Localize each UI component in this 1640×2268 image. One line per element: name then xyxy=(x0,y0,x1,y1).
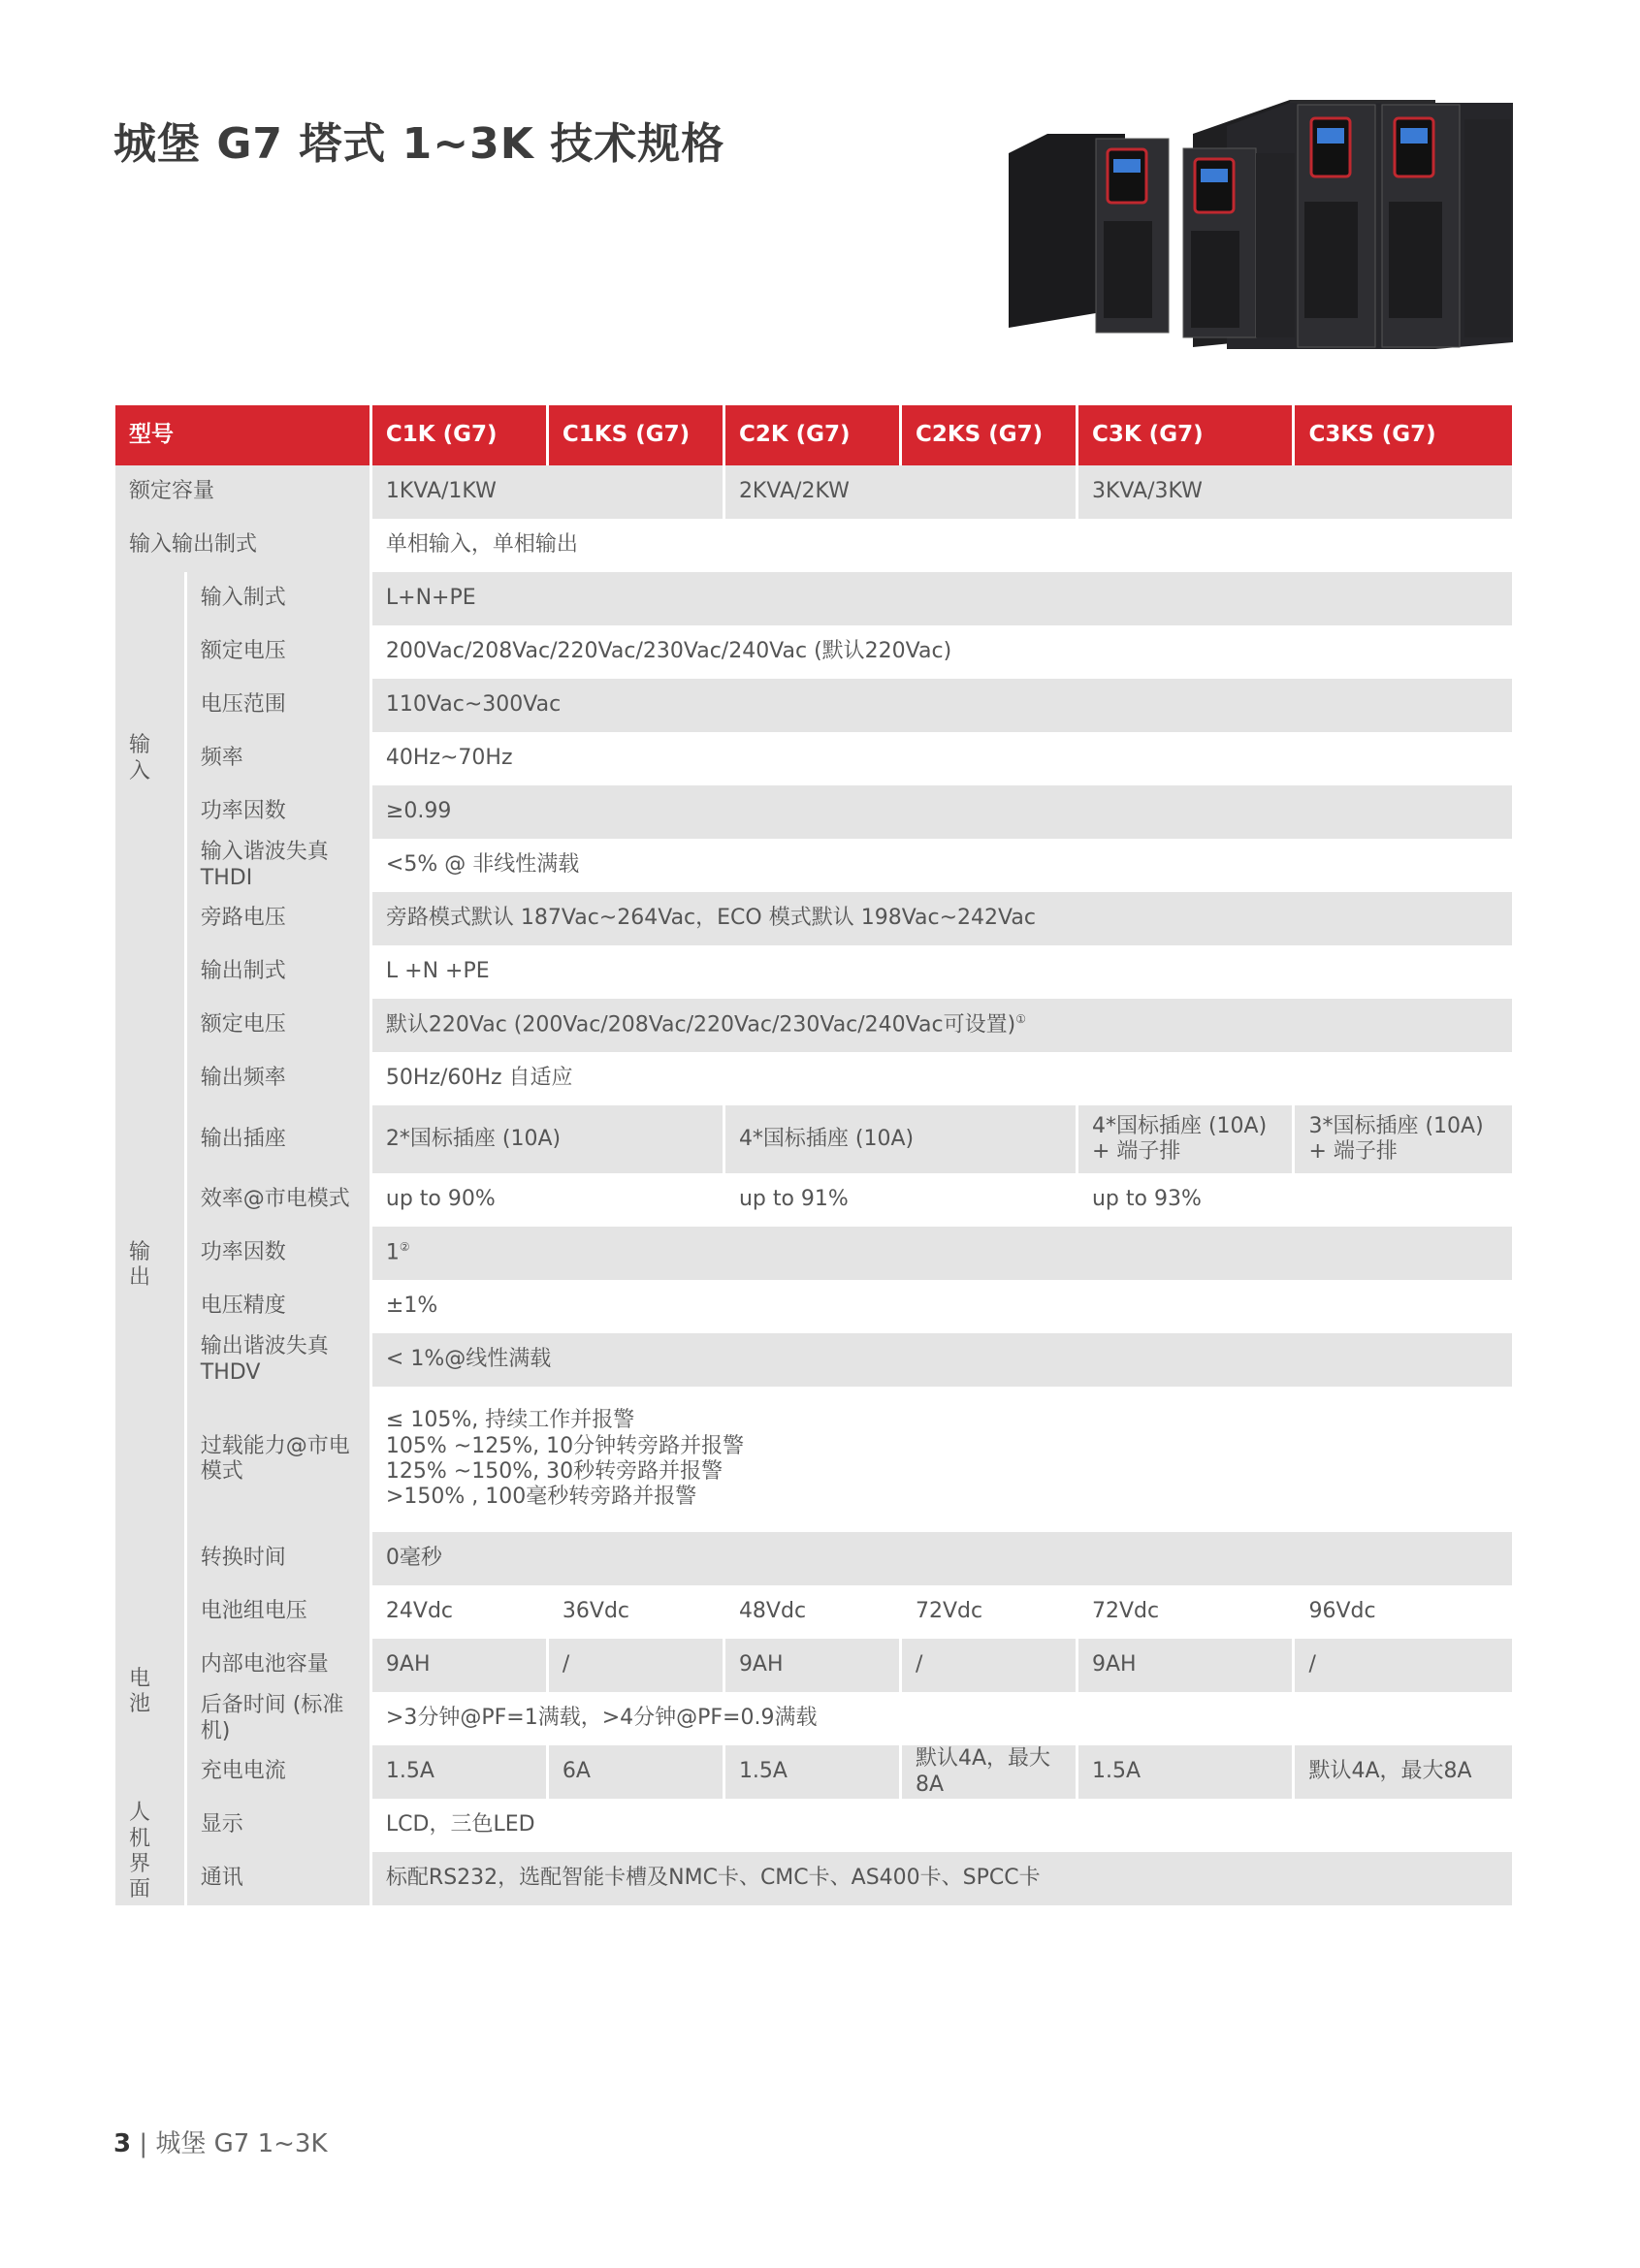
header-row xyxy=(115,405,1512,465)
row-battery-pack-voltage: 电池 电池组电压 24Vdc 36Vdc 48Vdc 72Vdc 72Vdc 96Vdc xyxy=(115,1585,1512,1639)
product-image xyxy=(1009,95,1515,355)
row-output-sockets: 输出插座 2*国标插座 (10A) 4*国标插座 (10A) 4*国标插座 (10A) + 端子排 3*国标插座 (10A) + 端子排 xyxy=(115,1105,1512,1173)
row-output-thdv: 输出谐波失真 THDV < 1%@线性满载 xyxy=(115,1333,1512,1387)
row-input-frequency: 频率 40Hz~70Hz xyxy=(115,732,1512,785)
spec-table xyxy=(113,405,1515,1905)
model-c3ks: C3KS (G7) xyxy=(1295,405,1512,465)
model-c1ks: C1KS (G7) xyxy=(549,405,723,465)
group-input: 输入 xyxy=(115,572,184,945)
model-c2k: C2K (G7) xyxy=(725,405,899,465)
row-input-bypass: 旁路电压 旁路模式默认 187Vac~264Vac，ECO 模式默认 198Vac~242Vac xyxy=(115,892,1512,945)
group-hmi: 人机界面 xyxy=(115,1799,184,1905)
row-output-overload: 过载能力@市电模式 ≤ 105%, 持续工作并报警 105% ~125%, 10分钟转旁路并报警 125% ~150%, 30秒转旁路并报警 >150% , 100毫秒转旁路并报警 xyxy=(115,1387,1512,1532)
row-input-voltage-range: 电压范围 110Vac~300Vac xyxy=(115,679,1512,732)
page-number: 3 xyxy=(113,2129,132,2158)
row-hmi-communication: 通讯 标配RS232，选配智能卡槽及NMC卡、CMC卡、AS400卡、SPCC卡 xyxy=(115,1852,1512,1905)
row-output-system: 输出 输出制式 L +N +PE xyxy=(115,945,1512,999)
row-input-power-factor: 功率因数 ≥0.99 xyxy=(115,785,1512,839)
row-input-system: 输入 输入制式 L+N+PE xyxy=(115,572,1512,625)
footnote-2: ② xyxy=(399,1240,410,1255)
row-input-rated-voltage: 额定电压 200Vac/208Vac/220Vac/230Vac/240Vac (默认220Vac) xyxy=(115,625,1512,679)
footer-title: 城堡 G7 1~3K xyxy=(155,2129,328,2158)
row-battery-capacity: 内部电池容量 9AH / 9AH / 9AH / xyxy=(115,1639,1512,1692)
row-output-voltage-accuracy: 电压精度 ±1% xyxy=(115,1280,1512,1333)
group-output: 输出 xyxy=(115,945,184,1585)
page-footer: 3 | 城堡 G7 1~3K xyxy=(113,2129,328,2158)
group-battery: 电池 xyxy=(115,1585,184,1799)
row-output-transfer-time: 转换时间 0毫秒 xyxy=(115,1532,1512,1585)
row-output-efficiency: 效率@市电模式 up to 90% up to 91% up to 93% xyxy=(115,1173,1512,1227)
row-io-system: 输入输出制式 单相输入，单相输出 xyxy=(115,519,1512,572)
row-input-thdi: 输入谐波失真 THDI <5% @ 非线性满载 xyxy=(115,839,1512,892)
model-c1k: C1K (G7) xyxy=(372,405,546,465)
row-output-frequency: 输出频率 50Hz/60Hz 自适应 xyxy=(115,1052,1512,1105)
page-title: 城堡 G7 塔式 1~3K 技术规格 xyxy=(113,119,725,169)
row-output-power-factor: 功率因数 1② xyxy=(115,1227,1512,1280)
model-c2ks: C2KS (G7) xyxy=(902,405,1076,465)
footnote-1: ① xyxy=(1015,1012,1026,1027)
model-label: 型号 xyxy=(115,405,370,465)
row-battery-charge-current: 充电电流 1.5A 6A 1.5A 默认4A，最大8A 1.5A 默认4A，最大8A xyxy=(115,1745,1512,1799)
row-hmi-display: 人机界面 显示 LCD，三色LED xyxy=(115,1799,1512,1852)
row-output-rated-voltage: 额定电压 默认220Vac (200Vac/208Vac/220Vac/230Vac/240Vac可设置)① xyxy=(115,999,1512,1052)
model-c3k: C3K (G7) xyxy=(1078,405,1292,465)
row-battery-backup-time: 后备时间 (标准机) >3分钟@PF=1满载，>4分钟@PF=0.9满载 xyxy=(115,1692,1512,1745)
row-rated-capacity: 额定容量 1KVA/1KW 2KVA/2KW 3KVA/3KW xyxy=(115,465,1512,519)
